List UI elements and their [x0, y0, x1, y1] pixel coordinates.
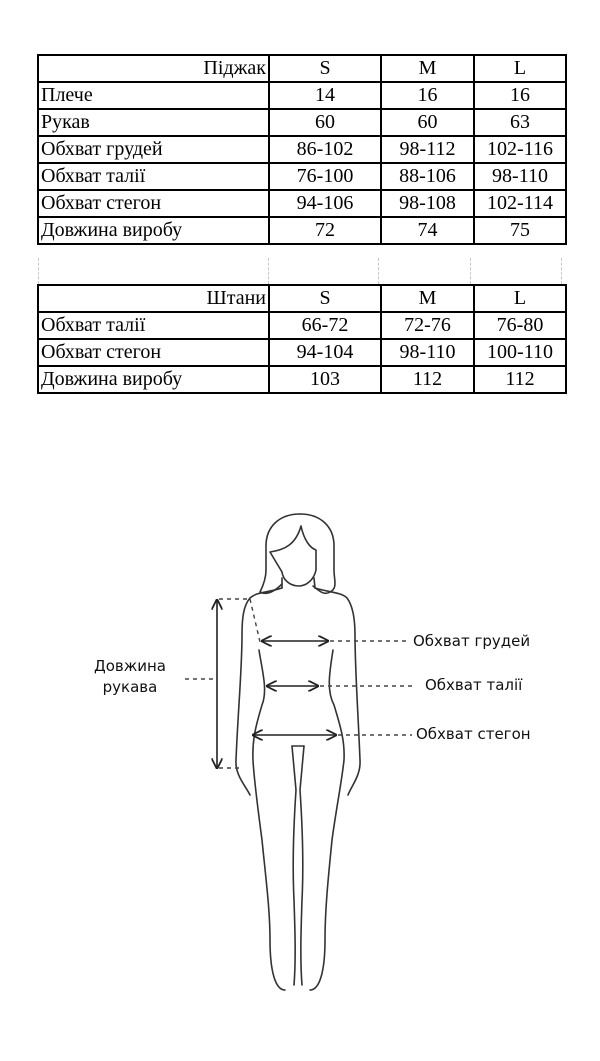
body-measurement-diagram [0, 500, 600, 1000]
size-header-s: S [269, 55, 381, 82]
jacket-size-table [37, 54, 567, 245]
cell-m: 74 [381, 217, 474, 244]
table-title: Піджак [38, 55, 269, 82]
gridline [38, 258, 39, 284]
cell-l: 100-110 [474, 339, 566, 366]
table-row [38, 190, 566, 217]
size-header-m: M [381, 285, 474, 312]
row-label: Довжина виробу [38, 217, 269, 244]
cell-m: 72-76 [381, 312, 474, 339]
cell-l: 63 [474, 109, 566, 136]
sleeve-length-label [80, 656, 180, 698]
cell-l: 102-116 [474, 136, 566, 163]
cell-m: 88-106 [381, 163, 474, 190]
row-label: Обхват талії [38, 163, 269, 190]
row-label: Довжина виробу [38, 366, 269, 393]
table-row [38, 109, 566, 136]
chest-label: Обхват грудей [413, 632, 531, 650]
gridline [378, 258, 379, 284]
gridline [561, 258, 562, 284]
row-label: Плече [38, 82, 269, 109]
cell-s: 14 [269, 82, 381, 109]
row-label: Рукав [38, 109, 269, 136]
table-row [38, 217, 566, 244]
cell-l: 75 [474, 217, 566, 244]
sleeve-length-label-line2: рукава [102, 678, 158, 696]
cell-s: 86-102 [269, 136, 381, 163]
cell-m: 98-110 [381, 339, 474, 366]
row-label: Обхват талії [38, 312, 269, 339]
cell-s: 66-72 [269, 312, 381, 339]
cell-s: 103 [269, 366, 381, 393]
size-header-l: L [474, 55, 566, 82]
table-title: Штани [38, 285, 269, 312]
sleeve-length-label-line1: Довжина [94, 657, 166, 675]
table-header-row [38, 285, 566, 312]
cell-s: 94-104 [269, 339, 381, 366]
table-row [38, 136, 566, 163]
cell-l: 76-80 [474, 312, 566, 339]
cell-m: 60 [381, 109, 474, 136]
female-figure-icon [0, 500, 600, 1000]
row-label: Обхват грудей [38, 136, 269, 163]
size-header-m: M [381, 55, 474, 82]
cell-s: 60 [269, 109, 381, 136]
cell-m: 98-112 [381, 136, 474, 163]
cell-s: 76-100 [269, 163, 381, 190]
cell-s: 94-106 [269, 190, 381, 217]
table-row [38, 312, 566, 339]
waist-label: Обхват талії [425, 676, 523, 694]
gridline [268, 258, 269, 284]
cell-m: 98-108 [381, 190, 474, 217]
hips-label: Обхват стегон [416, 725, 531, 743]
cell-s: 72 [269, 217, 381, 244]
row-label: Обхват стегон [38, 339, 269, 366]
table-row [38, 82, 566, 109]
cell-l: 98-110 [474, 163, 566, 190]
table-row [38, 339, 566, 366]
cell-l: 102-114 [474, 190, 566, 217]
cell-m: 112 [381, 366, 474, 393]
size-header-s: S [269, 285, 381, 312]
row-label: Обхват стегон [38, 190, 269, 217]
table-row [38, 163, 566, 190]
pants-size-table [37, 284, 567, 394]
cell-m: 16 [381, 82, 474, 109]
cell-l: 112 [474, 366, 566, 393]
size-header-l: L [474, 285, 566, 312]
table-row [38, 366, 566, 393]
cell-l: 16 [474, 82, 566, 109]
table-header-row [38, 55, 566, 82]
gridline [470, 258, 471, 284]
